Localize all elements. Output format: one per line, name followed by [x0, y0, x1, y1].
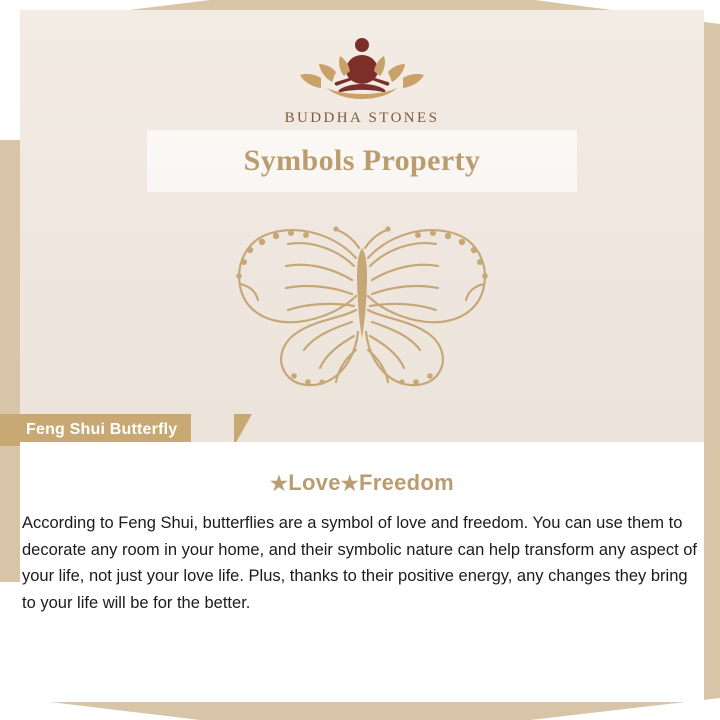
title-banner — [147, 130, 577, 192]
frame-corner-bottom-right — [530, 698, 720, 720]
hero-panel — [20, 10, 704, 442]
content-card — [20, 10, 704, 700]
butterfly-image — [20, 206, 704, 411]
description-paragraph: According to Feng Shui, butterflies are a symbol of love and freedom. You can use them to decorate any room in your home, and their symbolic nature can help transform any aspect of your life, not just your love life. Plus, thanks to their positive energy, any changes they bring to your life will be for the better. — [22, 514, 698, 613]
ribbon-label-text: Feng Shui Butterfly — [26, 421, 178, 438]
frame-border-right — [704, 0, 720, 720]
page-title: Symbols Property — [243, 144, 481, 177]
lotus-meditation-icon — [288, 32, 436, 104]
butterfly-illustration-icon — [202, 206, 522, 406]
star-icon-left: ★ — [269, 473, 289, 495]
subtitle-love: Love — [288, 470, 341, 495]
subtitle-freedom: Freedom — [359, 470, 455, 495]
star-icon-middle: ★ — [340, 473, 359, 495]
brand-logo — [20, 32, 704, 127]
section-subtitle — [20, 442, 704, 496]
description-panel — [20, 442, 704, 700]
brand-name: BUDDHA STONES — [284, 110, 440, 126]
